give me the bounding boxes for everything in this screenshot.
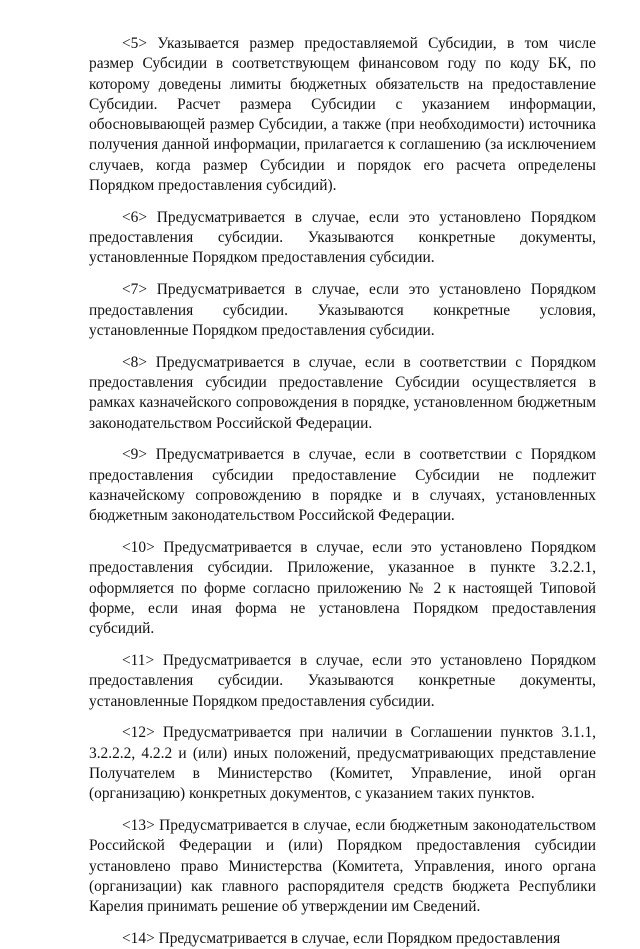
footnote-11: <11> Предусматривается в случае, если это установлено Порядком предоставления субсидии. Указываются конкретные документы, установленные Порядком предоставления субсидии.	[89, 652, 596, 710]
footnote-13: <13> Предусматривается в случае, если бюджетным законодательством Российской Федерации и (или) Порядком предоставления субсидии установлено право Министерства (Комитета, Управления, иного органа (организации) как главного распорядителя средств бюджета Республики Карелия принимать решение об утверждении им Сведений.	[89, 817, 596, 916]
footnote-8: <8> Предусматривается в случае, если в соответствии с Порядком предоставления субсидии предоставление Субсидии осуществляется в рамках казначейского сопровождения в порядке, установленном бюджетным законодательством Российской Федерации.	[89, 353, 596, 432]
footnote-10: <10> Предусматривается в случае, если это установлено Порядком предоставления субсидии. Приложение, указанное в пункте 3.2.2.1, оформляется по форме согласно приложению № 2 к настоящей Типовой форме, если иная форма не установлена Порядком предоставления субсидий.	[89, 539, 596, 638]
footnote-9: <9> Предусматривается в случае, если в соответствии с Порядком предоставления субсидии предоставление Субсидии не подлежит казначейскому сопровождению в порядке и в случаях, установленных бюджетным законодательством Российской Федерации.	[89, 446, 596, 525]
footnote-7: <7> Предусматривается в случае, если это установлено Порядком предоставления субсидии. Указываются конкретные условия, установленные Порядком предоставления субсидии.	[89, 281, 596, 339]
footnote-12: <12> Предусматривается при наличии в Соглашении пунктов 3.1.1, 3.2.2.2, 4.2.2 и (или) иных положений, предусматривающих представление Получателем в Министерство (Комитет, Управление, иной орган (организацию) конкретных документов, с указанием таких пунктов.	[89, 724, 596, 803]
footnote-6: <6> Предусматривается в случае, если это установлено Порядком предоставления субсидии. Указываются конкретные документы, установленные Порядком предоставления субсидии.	[89, 208, 596, 267]
footnote-5: <5> Указывается размер предоставляемой Субсидии, в том числе размер Субсидии в соответствующем финансовом году по коду БК, по которому доведены лимиты бюджетных обязательств на предоставление Субсидии. Расчет размера Субсидии с указанием информации, обосновывающей размер Субсидии, а также (при необходимости) источника получения данной информации, прилагается к соглашению (за исключением случаев, когда размер Субсидии и порядок его расчета определены Порядком предоставления субсидий).	[89, 35, 596, 195]
footnote-14: <14> Предусматривается в случае, если Порядком предоставления	[122, 930, 561, 948]
